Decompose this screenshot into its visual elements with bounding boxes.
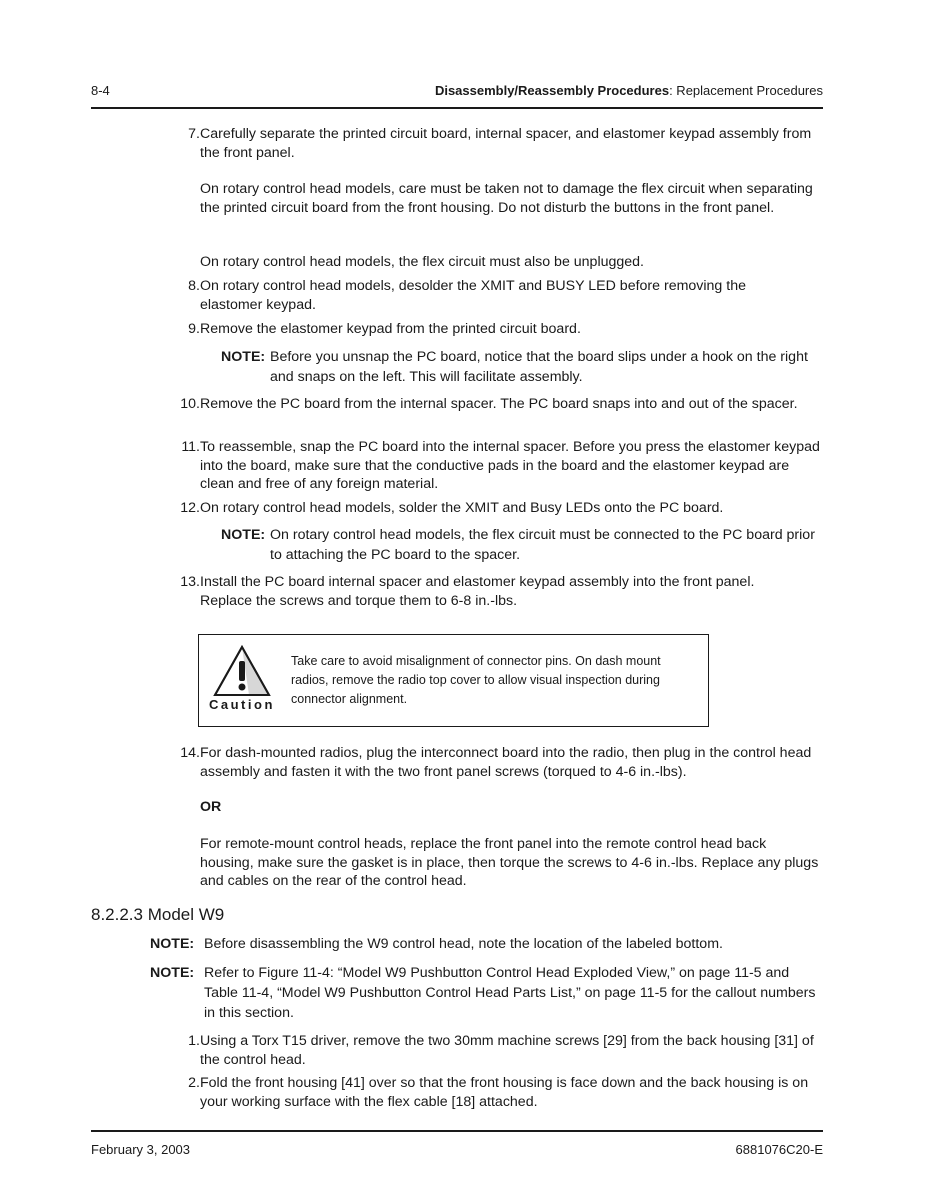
header-title-bold: Disassembly/Reassembly Procedures bbox=[434, 83, 670, 98]
caution-label: Caution bbox=[209, 697, 275, 712]
note-label: NOTE: bbox=[221, 349, 266, 365]
step-text: On rotary control head models, solder the XMIT and Busy LEDs onto the PC board. bbox=[200, 500, 724, 516]
note-text: Before you unsnap the PC board, notice that the board slips under a hook on the right and snaps on the left. This will facilitate assembly. bbox=[270, 349, 808, 385]
step-7-paragraph: On rotary control head models, the flex circuit must also be unplugged. bbox=[200, 254, 644, 270]
step-number: 13. bbox=[180, 574, 200, 590]
step-7-paragraph: On rotary control head models, care must be taken not to damage the flex circuit when separating the printed circuit board from the front housing. Do not disturb the buttons in the front panel. bbox=[200, 181, 813, 216]
header-rule bbox=[91, 107, 823, 109]
step-text: To reassemble, snap the PC board into the internal spacer. Before you press the elastomer keypad into the board, make sure that the conductive pads in the board and the elastomer keypad are clean and free of any foreign material. bbox=[200, 439, 820, 492]
page-number: 8-4 bbox=[91, 83, 110, 98]
step-text: Using a Torx T15 driver, remove the two 30mm machine screws [29] from the back housing [31] of the control head. bbox=[200, 1033, 814, 1068]
step-text: Remove the PC board from the internal spacer. The PC board snaps into and out of the spacer. bbox=[200, 396, 798, 412]
footer-date: February 3, 2003 bbox=[91, 1142, 191, 1157]
note-label: NOTE: bbox=[150, 965, 195, 981]
header-title-rest: : Replacement Procedures bbox=[669, 83, 823, 98]
step-text: Remove the elastomer keypad from the printed circuit board. bbox=[200, 321, 581, 337]
note-label: NOTE: bbox=[150, 936, 195, 952]
note-label: NOTE: bbox=[221, 527, 266, 543]
note-text: Before disassembling the W9 control head, note the location of the labeled bottom. bbox=[204, 936, 723, 952]
section-heading: 8.2.2.3 Model W9 bbox=[91, 905, 225, 924]
step-text: Carefully separate the printed circuit board, internal spacer, and elastomer keypad assembly from the front panel. bbox=[200, 126, 812, 161]
step-text: For dash-mounted radios, plug the interconnect board into the radio, then plug in the control head assembly and fasten it with the two front panel screws (torqued to 4-6 in.-lbs). bbox=[200, 745, 812, 780]
step-text: Install the PC board internal spacer and elastomer keypad assembly into the front panel. Replace the screws and torque them to 6-8 in.-lbs. bbox=[200, 574, 755, 609]
warning-triangle-icon bbox=[213, 645, 271, 697]
step-number: 8. bbox=[188, 278, 200, 294]
step-number: 11. bbox=[181, 439, 200, 455]
step-number: 7. bbox=[188, 126, 200, 142]
step-number: 10. bbox=[180, 396, 200, 412]
step-number: 2. bbox=[188, 1075, 200, 1091]
header-title bbox=[435, 82, 823, 100]
step-number: 12. bbox=[180, 500, 200, 516]
note-text: Refer to Figure 11-4: “Model W9 Pushbutton Control Head Exploded View,” on page 11-5 and Table 11-4, “Model W9 Pushbutton Control Head Parts List,” on page 11-5 for the callout numbers in this section. bbox=[204, 965, 816, 1021]
step-number: 14. bbox=[180, 745, 200, 761]
note-text: On rotary control head models, the flex circuit must be connected to the PC board prior to attaching the PC board to the spacer. bbox=[270, 527, 815, 563]
step-number: 9. bbox=[188, 321, 200, 337]
step-14-alternative: For remote-mount control heads, replace the front panel into the remote control head back housing, make sure the gasket is in place, then torque the screws to 4-6 in.-lbs. Replace any plugs and cables on the rear of the control head. bbox=[200, 836, 819, 889]
step-text: On rotary control head models, desolder the XMIT and BUSY LED before removing the elastomer keypad. bbox=[200, 278, 746, 313]
step-number: 1. bbox=[188, 1033, 200, 1049]
caution-box bbox=[198, 634, 709, 727]
caution-text: Take care to avoid misalignment of connector pins. On dash mount radios, remove the radio top cover to allow visual inspection during connector alignment. bbox=[291, 654, 661, 706]
footer-doc-number: 6881076C20-E bbox=[735, 1142, 823, 1157]
step-text: Fold the front housing [41] over so that the front housing is face down and the back housing is on your working surface with the flex cable [18] attached. bbox=[200, 1075, 809, 1110]
footer-rule bbox=[91, 1130, 823, 1132]
or-label: OR bbox=[200, 799, 222, 815]
